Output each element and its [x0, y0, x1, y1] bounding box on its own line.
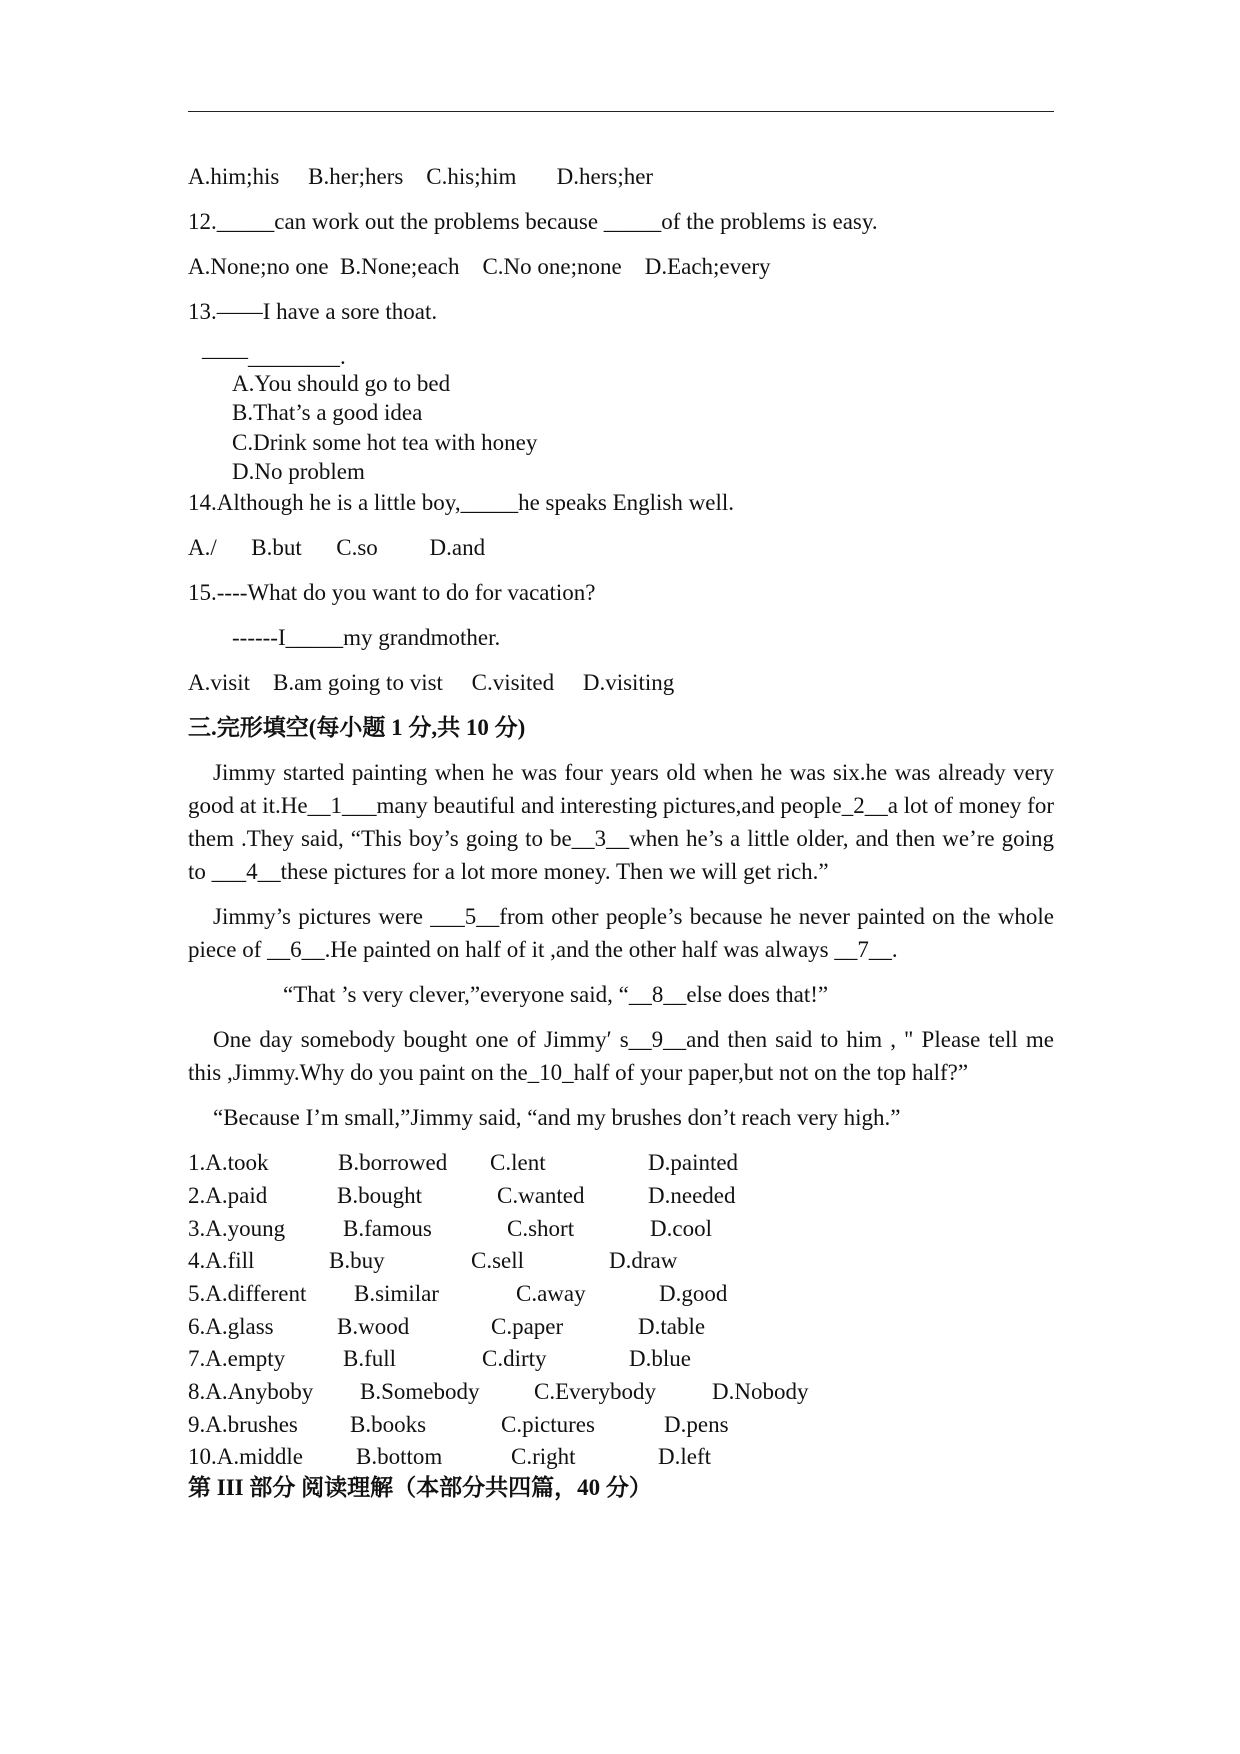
q11-options: A.him;his B.her;hers C.his;him D.hers;her: [188, 164, 654, 189]
option-d: D.needed: [648, 1182, 736, 1208]
q13-option-a: A.You should go to bed: [232, 371, 451, 396]
option-d: D.good: [659, 1280, 728, 1306]
option-a: 1.A.took: [188, 1150, 269, 1176]
option-c: C.dirty: [482, 1346, 547, 1372]
passage-paragraph-4: One day somebody bought one of Jimmy′ s__9__and then said to him , " Please tell me this ,Jimmy.Why do you paint on the_10_half of your paper,but not on the top half?”: [188, 1027, 1054, 1086]
option-a: 6.A.glass: [188, 1313, 274, 1339]
option-b: B.bought: [337, 1182, 422, 1208]
option-c: C.right: [511, 1444, 576, 1470]
option-b: B.Somebody: [360, 1379, 480, 1404]
option-c: C.sell: [471, 1248, 525, 1274]
option-d: D.blue: [629, 1346, 691, 1372]
option-d: D.left: [658, 1444, 712, 1470]
option-b: B.wood: [337, 1313, 410, 1339]
option-b: B.bottom: [356, 1444, 443, 1470]
option-a: 2.A.paid: [188, 1182, 268, 1208]
option-b: B.buy: [329, 1248, 385, 1274]
option-a: 7.A.empty: [188, 1346, 286, 1372]
cloze-option-row: [188, 1212, 1054, 1245]
section3-heading: 三.完形填空(每小题 1 分,共 10 分): [188, 715, 526, 741]
option-c: C.Everybody: [534, 1379, 657, 1404]
passage-paragraph-1: Jimmy started painting when he was four years old when he was six.he was already very good at it.He__1___many beautiful and interesting pictures,and people_2__a lot of money for them .They said, “This boy’s going to be__3__when he’s a little older, and then we’re going to ___4__these pictures for a lot more money. Then we will get rich.”: [188, 760, 1054, 885]
cloze-option-row: [188, 1375, 1054, 1408]
q15-stem: 15.----What do you want to do for vacation?: [188, 580, 596, 606]
passage-paragraph-5: “Because I’m small,”Jimmy said, “and my brushes don’t reach very high.”: [213, 1105, 901, 1131]
option-a: 8.A.Anyboby: [188, 1379, 314, 1404]
option-a: 9.A.brushes: [188, 1411, 298, 1437]
option-c: C.away: [516, 1280, 586, 1306]
q15-reply: ------I_____my grandmother.: [232, 625, 501, 651]
option-c: C.short: [507, 1215, 575, 1241]
option-a: 5.A.different: [188, 1280, 307, 1306]
cloze-option-row: [188, 1179, 1054, 1212]
q14-stem: 14.Although he is a little boy,_____he speaks English well.: [188, 490, 734, 516]
option-c: C.paper: [491, 1313, 564, 1339]
cloze-option-row: [188, 1440, 1054, 1473]
option-b: B.books: [350, 1411, 427, 1437]
option-d: D.Nobody: [712, 1379, 809, 1404]
page-content: [188, 160, 1054, 1504]
q12-stem: 12._____can work out the problems because _____of the problems is easy.: [188, 209, 878, 234]
q15-options: A.visit B.am going to vist C.visited D.visiting: [188, 670, 675, 696]
option-a: 4.A.fill: [188, 1248, 255, 1274]
q13-option-d: D.No problem: [232, 458, 365, 484]
q12-options: A.None;no one B.None;each C.No one;none D.Each;every: [188, 254, 771, 279]
q13-reply: ——________.: [202, 344, 346, 369]
option-b: B.borrowed: [338, 1150, 448, 1176]
cloze-options-list: [188, 1146, 1054, 1473]
cloze-option-row: [188, 1146, 1054, 1179]
q14-options: A./ B.but C.so D.and: [188, 535, 486, 561]
option-b: B.similar: [354, 1280, 439, 1306]
cloze-option-row: [188, 1277, 1054, 1310]
header-rule: [188, 111, 1054, 112]
option-c: C.pictures: [501, 1411, 595, 1437]
passage-paragraph-3: “That ’s very clever,”everyone said, “__8__else does that!”: [283, 982, 829, 1008]
option-b: B.famous: [343, 1215, 432, 1241]
part3-heading: 第 III 部分 阅读理解（本部分共四篇，40 分）: [188, 1475, 652, 1501]
q13-stem: 13.——I have a sore thoat.: [188, 299, 438, 324]
option-d: D.table: [638, 1313, 706, 1339]
option-d: D.painted: [648, 1150, 739, 1176]
cloze-option-row: [188, 1310, 1054, 1343]
cloze-option-row: [188, 1244, 1054, 1277]
option-d: D.pens: [664, 1411, 729, 1437]
cloze-option-row: [188, 1408, 1054, 1441]
option-d: D.draw: [609, 1248, 678, 1274]
option-c: C.lent: [490, 1150, 546, 1176]
option-a: 3.A.young: [188, 1215, 286, 1241]
option-c: C.wanted: [497, 1182, 585, 1208]
q13-option-c: C.Drink some hot tea with honey: [232, 429, 538, 455]
q13-option-b: B.That’s a good idea: [232, 400, 423, 426]
option-b: B.full: [343, 1346, 397, 1372]
option-a: 10.A.middle: [188, 1444, 303, 1470]
cloze-option-row: [188, 1342, 1054, 1375]
option-d: D.cool: [650, 1215, 712, 1241]
passage-paragraph-2: Jimmy’s pictures were ___5__from other people’s because he never painted on the whole piece of __6__.He painted on half of it ,and the other half was always __7__.: [188, 904, 1054, 963]
